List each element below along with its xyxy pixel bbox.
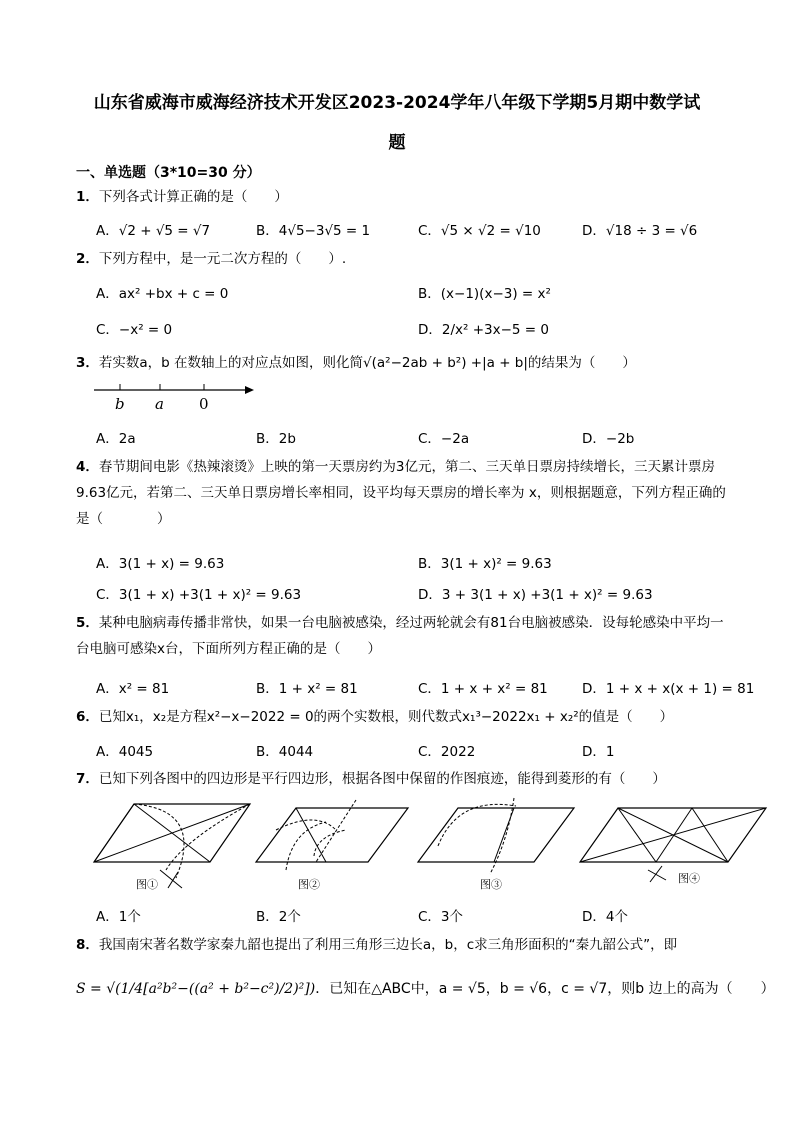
number-line-figure bbox=[90, 378, 260, 414]
figure-3 bbox=[418, 800, 578, 892]
option-b: B．4√5−3√5 = 1 bbox=[256, 223, 371, 239]
question-text: 我国南宋著名数学家秦九韶也提出了利用三角形三边长a，b，c求三角形面积的“秦九韶公式”，即 bbox=[98, 937, 678, 953]
option-d: D．2/x² +3x−5 = 0 bbox=[418, 322, 549, 338]
segment bbox=[580, 808, 766, 862]
question-6 bbox=[76, 704, 736, 730]
option-c: C．1 + x + x² = 81 bbox=[418, 681, 548, 697]
label-a: a bbox=[155, 395, 164, 413]
page-title-line2: 题 bbox=[388, 133, 406, 153]
option-b: B．3(1 + x)² = 9.63 bbox=[418, 556, 552, 572]
figure-label: 图① bbox=[136, 878, 158, 891]
figure-4 bbox=[580, 800, 770, 892]
segment bbox=[296, 808, 326, 862]
option-d: D．1 + x + x(x + 1) = 81 bbox=[582, 681, 755, 697]
segment bbox=[692, 808, 728, 862]
question-number: 4． bbox=[76, 459, 99, 475]
segment bbox=[618, 808, 656, 862]
question-number: 1． bbox=[76, 189, 99, 205]
construction-arc bbox=[314, 830, 346, 856]
construction-line bbox=[316, 800, 356, 862]
question-number: 3． bbox=[76, 355, 99, 371]
option-b: B．1 + x² = 81 bbox=[256, 681, 358, 697]
segment bbox=[494, 808, 514, 862]
option-a: A．4045 bbox=[96, 744, 154, 760]
option-a: A．1个 bbox=[96, 909, 141, 925]
question-text: 若实数a，b 在数轴上的对应点如图，则化简√(a²−2ab + b²) +|a + b|的结果为（ ） bbox=[98, 355, 636, 371]
option-c: C．3(1 + x) +3(1 + x)² = 9.63 bbox=[96, 587, 302, 603]
section-heading: 一、单选题（3*10=30 分） bbox=[76, 165, 261, 181]
construction-mark bbox=[168, 872, 178, 888]
qinjiushao-formula bbox=[76, 978, 775, 998]
option-b: B．4044 bbox=[256, 744, 314, 760]
parallelogram bbox=[418, 808, 574, 862]
option-b: B．2个 bbox=[256, 909, 301, 925]
question-number: 2． bbox=[76, 251, 99, 267]
arrow-icon bbox=[245, 386, 254, 394]
label-0: 0 bbox=[199, 395, 209, 413]
construction-mark bbox=[650, 866, 662, 882]
question-number: 6． bbox=[76, 709, 99, 725]
option-c: C．3个 bbox=[418, 909, 464, 925]
segment bbox=[94, 804, 134, 862]
question-2 bbox=[76, 246, 736, 272]
question-number: 8． bbox=[76, 937, 99, 953]
option-c: C．2022 bbox=[418, 744, 476, 760]
option-c: C．−x² = 0 bbox=[96, 322, 173, 338]
option-b: B．(x−1)(x−3) = x² bbox=[418, 286, 551, 302]
question-text: 下列各式计算正确的是（ ） bbox=[98, 189, 288, 205]
option-a: A．3(1 + x) = 9.63 bbox=[96, 556, 225, 572]
figure-2 bbox=[256, 800, 416, 892]
option-d: D．1 bbox=[582, 744, 615, 760]
formula: S = √(1/4[a²b²−((a² + b²−c²)/2)²]) bbox=[76, 981, 316, 997]
option-c: C．√5 × √2 = √10 bbox=[418, 223, 541, 239]
option-a: A．2a bbox=[96, 431, 136, 447]
question-5 bbox=[76, 610, 736, 662]
question-text-continued: ．已知在△ABC中，a = √5，b = √6，c = √7，则b 边上的高为（ ） bbox=[315, 981, 775, 997]
construction-arc bbox=[286, 822, 326, 870]
question-number: 5． bbox=[76, 615, 99, 631]
question-number: 7． bbox=[76, 771, 99, 787]
figure-label: 图④ bbox=[678, 872, 700, 885]
question-text: 某种电脑病毒传播非常快，如果一台电脑被感染，经过两轮就会有81台电脑被感染．设每轮感染中平均一台电脑可感染x台，下面所列方程正确的是（ ） bbox=[76, 615, 724, 657]
figure-label: 图② bbox=[298, 878, 320, 891]
option-d: D．3 + 3(1 + x) +3(1 + x)² = 9.63 bbox=[418, 587, 653, 603]
segment bbox=[656, 808, 692, 862]
question-4 bbox=[76, 454, 736, 532]
question-7 bbox=[76, 766, 736, 792]
construction-arc bbox=[134, 804, 184, 878]
question-8 bbox=[76, 932, 736, 958]
option-a: A．x² = 81 bbox=[96, 681, 170, 697]
construction-mark bbox=[160, 870, 182, 888]
question-3 bbox=[76, 350, 736, 376]
option-c: C．−2a bbox=[418, 431, 470, 447]
option-b: B．2b bbox=[256, 431, 296, 447]
question-text: 已知x₁，x₂是方程x²−x−2022 = 0的两个实数根，则代数式x₁³−2022x₁ + x₂²的值是（ ） bbox=[98, 709, 674, 725]
question-text: 下列方程中，是一元二次方程的（ ）. bbox=[98, 251, 347, 267]
option-d: D．−2b bbox=[582, 431, 635, 447]
parallelogram bbox=[256, 808, 408, 862]
construction-mark bbox=[648, 870, 666, 880]
question-1 bbox=[76, 184, 736, 210]
page-title-line1: 山东省威海市威海经济技术开发区2023-2024学年八年级下学期5月期中数学试 bbox=[93, 93, 701, 113]
option-a: A．ax² +bx + c = 0 bbox=[96, 286, 229, 302]
question-text: 已知下列各图中的四边形是平行四边形，根据各图中保留的作图痕迹，能得到菱形的有（ ） bbox=[98, 771, 666, 787]
label-b: b bbox=[115, 395, 125, 413]
option-a: A．√2 + √5 = √7 bbox=[96, 223, 211, 239]
figure-1 bbox=[94, 800, 254, 892]
diagonal bbox=[94, 804, 250, 862]
option-d: D．4个 bbox=[582, 909, 628, 925]
question-text: 春节期间电影《热辣滚烫》上映的第一天票房约为3亿元，第二、三天单日票房持续增长，三天累计票房9.63亿元，若第二、三天单日票房增长率相同，设平均每天票房的增长率为 x，则根据题意，下列方程正确的是（ ） bbox=[76, 459, 726, 527]
figure-label: 图③ bbox=[480, 878, 502, 891]
option-d: D．√18 ÷ 3 = √6 bbox=[582, 223, 698, 239]
